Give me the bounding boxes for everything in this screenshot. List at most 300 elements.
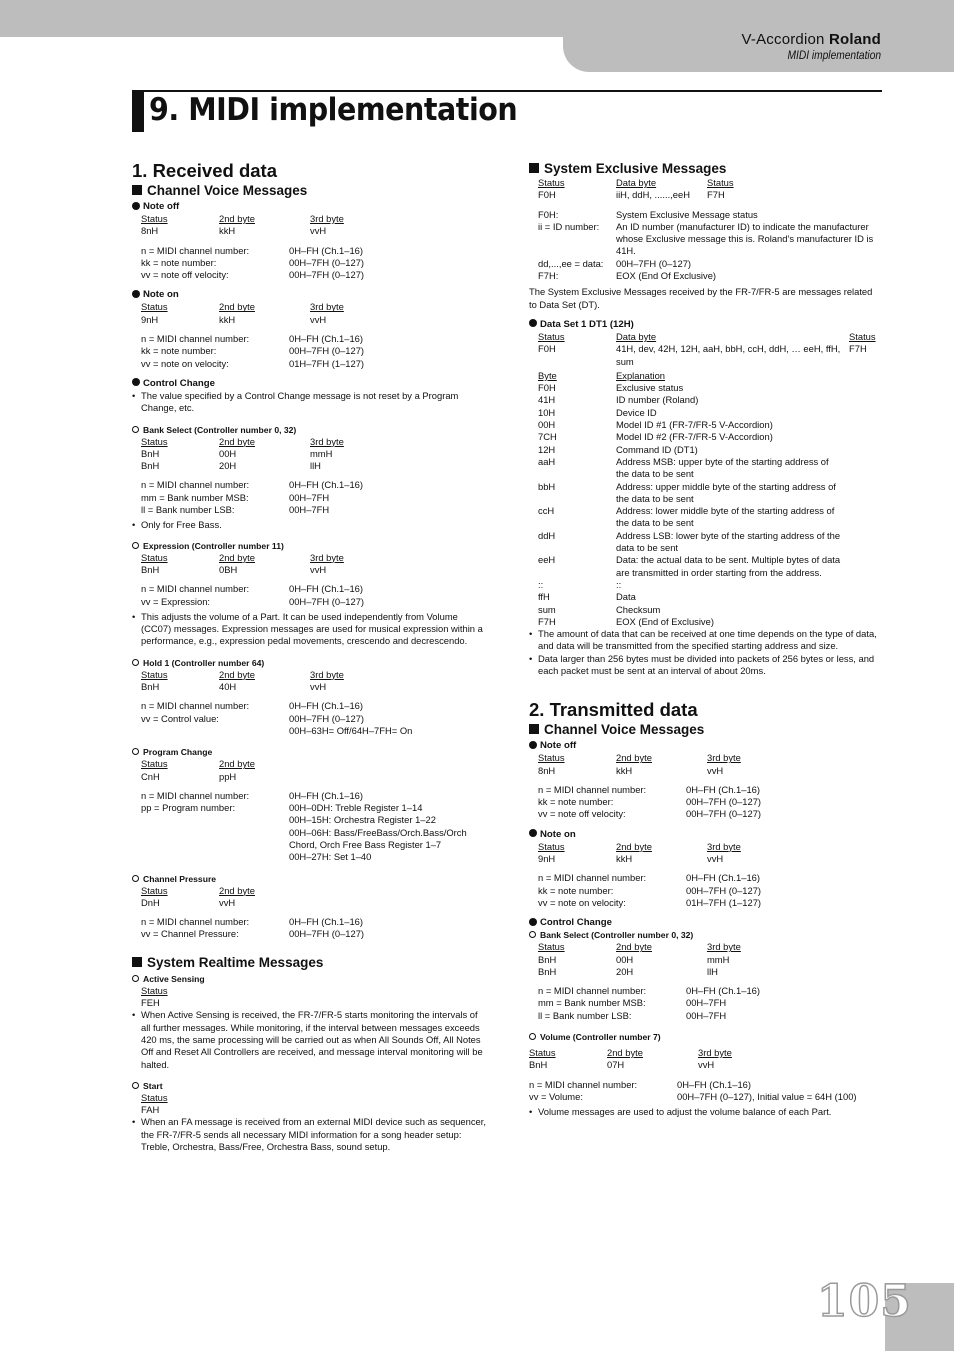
cell: F7H (849, 343, 867, 355)
cvm-heading-text: Channel Voice Messages (544, 722, 705, 738)
col-header: 2nd byte (219, 301, 255, 313)
note-text: The value specified by a Control Change message is not reset by a Program Change, etc. (141, 389, 459, 414)
col-header: Explanation (616, 369, 665, 381)
bullet-icon (529, 829, 537, 837)
bank-select-heading (529, 929, 882, 941)
brand (742, 31, 881, 48)
cell: F7H (707, 189, 725, 201)
param-value: 0H–FH (Ch.1–16) (289, 333, 363, 345)
byte-cell: ffH (538, 591, 550, 603)
col-header: Status (141, 758, 168, 770)
note-off-table (132, 213, 487, 281)
param-key: n = MIDI channel number: (141, 333, 250, 345)
cell: 20H (219, 460, 237, 472)
cell: 9nH (141, 313, 159, 325)
dt1-row (538, 604, 882, 616)
col-header: Status (538, 941, 565, 953)
explanation-cell: Address: lower middle byte of the starting address of the data to be sent (616, 505, 835, 529)
explanation-cell: ID number (Roland) (616, 394, 699, 406)
square-icon (132, 957, 142, 967)
dt1-rows (538, 382, 882, 628)
expression-table (132, 552, 487, 608)
col-header: 3rd byte (707, 941, 741, 953)
dt1-row (538, 431, 882, 443)
param-value: 00H–63H= Off/64H–7FH= On (289, 724, 413, 736)
cell: FAH (141, 1104, 160, 1116)
param-key: n = MIDI channel number: (141, 244, 250, 256)
cell: vvH (310, 563, 327, 575)
sysex-heading (529, 161, 882, 177)
bank-select-heading (132, 424, 487, 436)
param-value: 00H–7FH (0–127) (289, 256, 365, 268)
brand-prefix: V-Accordion (741, 31, 825, 48)
hold-heading-text: Hold 1 (Controller number 64) (143, 657, 265, 668)
note-text: The amount of data that can be received at one time depends on the type of data, and data will be transmitted from the specified starting address and size. (538, 628, 877, 652)
cell: 8nH (538, 764, 556, 776)
param-value: 00H–7FH (0–127) (289, 928, 365, 940)
def-value: An ID number (manufacturer ID) to indicate the manufacturer whose Exclusive message this is. Roland’s manufacturer ID is 41H. (616, 220, 874, 257)
col-header: Status (141, 984, 168, 996)
param-key: vv = Volume: (529, 1090, 583, 1102)
col-header: Status (538, 177, 565, 188)
param-value: 0H–FH (Ch.1–16) (289, 916, 363, 928)
note-on-heading (132, 288, 487, 301)
byte-cell: ccH (538, 505, 555, 517)
col-header: 2nd byte (219, 551, 255, 563)
active-sensing-table (132, 985, 487, 1010)
dt1-row (538, 591, 882, 603)
explanation-cell: Model ID #1 (FR-7/FR-5 V-Accordion) (616, 419, 773, 431)
channel-pressure-heading (132, 873, 487, 885)
dt1-row (538, 444, 882, 456)
note-off-heading-text: Note off (540, 740, 577, 752)
col-header: 2nd byte (219, 213, 255, 224)
sysex-table (529, 177, 882, 282)
col-header: 3rd byte (310, 551, 344, 563)
param-value: 00H–7FH (0–127) (289, 345, 365, 357)
explanation-cell: Data: the actual data to be sent. Multiple bytes of data are transmitted in order starting from the address. (616, 554, 841, 578)
transmitted-heading: 2. Transmitted data (529, 699, 698, 721)
col-header: 2nd byte (616, 840, 652, 852)
note: • When an FA message is received from an external MIDI device such as sequencer, the FR-7/FR-5 sends all necessary MIDI information for a song header setup: Treble, Orchestra, Bass/Free, Orchestra Bass, sound setup. (132, 1116, 486, 1153)
param-value: 00H–7FH (0–127), Initial value = 64H (100) (677, 1090, 857, 1102)
col-header: 3rd byte (310, 213, 344, 224)
ring-icon (529, 1033, 536, 1040)
param-value: 00H–7FH (0–127) (686, 808, 762, 820)
dt1-row (538, 554, 882, 579)
bank-select-heading-text: Bank Select (Controller number 0, 32) (143, 424, 297, 435)
cell: iiH, ddH, ......,eeH (616, 189, 690, 201)
sysex-heading-text: System Exclusive Messages (544, 161, 727, 176)
explanation-cell: :: (616, 578, 622, 590)
param-value: 0H–FH (Ch.1–16) (686, 783, 760, 795)
explanation-cell: Address: upper middle byte of the starting address of the data to be sent (616, 480, 836, 504)
note-off-heading-text: Note off (143, 201, 180, 212)
cell: F0H (538, 343, 556, 355)
cell: vvH (310, 313, 327, 325)
param-value: 0H–FH (Ch.1–16) (289, 700, 363, 712)
dt1-heading-text: Data Set 1 DT1 (12H) (540, 318, 634, 330)
param-value: 0H–FH (Ch.1–16) (686, 872, 760, 884)
note-on-heading-text: Note on (143, 289, 179, 301)
explanation-cell: Address LSB: lower byte of the starting address of the data to be sent (616, 529, 841, 554)
param-key: pp = Program number: (141, 802, 236, 814)
param-key: vv = Expression: (141, 595, 211, 607)
cell: CnH (141, 770, 160, 782)
note-on-table (529, 841, 882, 909)
cell: vvH (219, 896, 236, 908)
program-change-heading (132, 746, 487, 758)
cell: kkH (219, 313, 236, 325)
col-header: 2nd byte (616, 941, 652, 953)
bullet-icon (132, 202, 140, 210)
cell: 00H (616, 953, 634, 965)
square-icon (529, 724, 539, 734)
bank-select-table (529, 941, 882, 1022)
param-value: 00H–7FH (0–127) (686, 884, 762, 896)
col-header: Status (141, 668, 168, 680)
param-key: ll = Bank number LSB: (538, 1009, 632, 1021)
param-key: vv = note on velocity: (141, 357, 229, 369)
channel-pressure-table (132, 885, 487, 941)
cell: mmH (707, 953, 730, 965)
cell: FEH (141, 997, 160, 1009)
cell: 0BH (219, 563, 238, 575)
param-key: n = MIDI channel number: (141, 916, 250, 928)
param-value: 00H–7FH (0–127) (289, 269, 365, 281)
bullet-icon (529, 918, 537, 926)
square-icon (132, 185, 142, 195)
cell: BnH (529, 1059, 548, 1071)
active-sensing-heading-text: Active Sensing (143, 973, 205, 984)
note-text: Data larger than 256 bytes must be divided into packets of 256 bytes or less, and each packet must be sent at an interval of about 20ms. (538, 652, 875, 676)
explanation-cell: Exclusive status (616, 382, 684, 394)
col-header: 2nd byte (607, 1047, 643, 1059)
cell: mmH (310, 447, 333, 459)
ring-icon (132, 748, 139, 755)
cell: vvH (310, 681, 327, 693)
note-off-heading (529, 739, 882, 752)
note: • Data larger than 256 bytes must be divided into packets of 256 bytes or less, and each packet must be sent at an interval of about 20ms. (529, 653, 882, 678)
note-off-table (529, 752, 882, 820)
col-header: 3rd byte (707, 840, 741, 852)
col-header: 3rd byte (707, 752, 741, 764)
def-value: 00H–7FH (0–127) (616, 257, 692, 269)
param-value: 00H–7FH (0–127) (289, 595, 365, 607)
dt1-row (538, 394, 882, 406)
def-value: EOX (End Of Exclusive) (616, 270, 717, 282)
note: • This adjusts the volume of a Part. It can be used independently from Volume (CC07) messages. Expression messages are used for musical expression within a performance, e.g., expression pedal movements, crescendo and decrescendo. (132, 611, 487, 648)
cell: 40H (219, 681, 237, 693)
byte-cell: bbH (538, 480, 556, 492)
byte-cell: F0H (538, 382, 556, 394)
col-header: Status (141, 884, 168, 896)
cell: llH (310, 460, 321, 472)
param-value: 00H–7FH (289, 491, 330, 503)
cell: BnH (141, 460, 160, 472)
dt1-row (538, 530, 882, 555)
bank-select-table (132, 436, 487, 517)
col-header: 3rd byte (698, 1047, 732, 1059)
param-key: n = MIDI channel number: (141, 583, 250, 595)
explanation-cell: EOX (End of Exclusive) (616, 615, 714, 627)
col-header: 3rd byte (310, 301, 344, 313)
byte-cell: 41H (538, 394, 556, 406)
param-value: 00H–15H: Orchestra Register 1–22 (289, 814, 436, 826)
cell: 41H, dev, 42H, 12H, aaH, bbH, ccH, ddH, … eeH, ffH, sum (616, 343, 841, 367)
srm-heading (132, 955, 487, 971)
param-value: 0H–FH (Ch.1–16) (677, 1078, 751, 1090)
cvm-heading (529, 722, 882, 738)
control-change-heading (529, 916, 882, 929)
ring-icon (132, 659, 139, 666)
byte-cell: :: (538, 578, 544, 590)
param-key: n = MIDI channel number: (538, 985, 647, 997)
note: • When Active Sensing is received, the FR-7/FR-5 starts monitoring the intervals of all further messages. While monitoring, if the interval between messages exceeds 420 ms, the same processing will be carried out as when All Sounds Off, All Notes Off and Reset All Controllers are received, and message interval monitoring will be halted. (132, 1009, 487, 1070)
active-sensing-heading (132, 973, 487, 985)
right-column (529, 161, 882, 1119)
control-change-heading-text: Control Change (143, 377, 215, 389)
volume-heading (529, 1031, 882, 1043)
note: • The amount of data that can be received at one time depends on the type of data, and data will be transmitted from the specified starting address and size. (529, 628, 882, 653)
bullet-icon (529, 741, 537, 749)
cell: 00H (219, 447, 237, 459)
col-header: Status (538, 330, 565, 342)
byte-cell: F7H (538, 615, 556, 627)
param-value: 00H–7FH (686, 1009, 727, 1021)
cell: kkH (616, 764, 633, 776)
param-value: 0H–FH (Ch.1–16) (289, 479, 363, 491)
ring-icon (132, 975, 139, 982)
cell: DnH (141, 896, 160, 908)
bullet-icon (132, 378, 140, 386)
left-column (132, 160, 487, 1153)
param-key: vv = note on velocity: (538, 896, 626, 908)
col-header: 2nd byte (219, 435, 255, 447)
col-header: Byte (538, 369, 557, 381)
param-value: Chord, Orch Free Bass Register 1–7 (289, 838, 442, 850)
param-value: 00H–06H: Bass/FreeBass/Orch.Bass/Orch (289, 826, 467, 838)
program-change-heading-text: Program Change (143, 747, 213, 758)
explanation-cell: Device ID (616, 406, 657, 418)
note-text: Only for Free Bass. (141, 519, 222, 531)
volume-table (529, 1047, 882, 1103)
page-number: 105 (817, 1276, 912, 1327)
bullet-icon (529, 319, 537, 327)
param-value: 00H–27H: Set 1–40 (289, 851, 372, 863)
channel-pressure-heading-text: Channel Pressure (143, 873, 217, 884)
dt1-row (538, 505, 882, 530)
col-header: 3rd byte (310, 435, 344, 447)
def-key: F0H: (538, 208, 559, 220)
ring-icon (529, 931, 536, 938)
note-on-heading-text: Note on (540, 828, 576, 840)
cell: 9nH (538, 853, 556, 865)
hold-heading (132, 657, 487, 669)
cell: vvH (707, 853, 724, 865)
param-key: vv = Channel Pressure: (141, 928, 239, 940)
param-key: n = MIDI channel number: (141, 479, 250, 491)
col-header: 2nd byte (219, 668, 255, 680)
start-table (132, 1092, 487, 1117)
brand-name: Roland (828, 31, 881, 48)
col-header: Status (141, 213, 168, 224)
cell: 8nH (141, 225, 159, 237)
note-text: This adjusts the volume of a Part. It can be used independently from Volume (CC07) messages. Expression messages are used for musical expression within a performance, e.g., expression pedal movements, crescendo and decrescendo. (141, 610, 483, 647)
col-header: 3rd byte (310, 668, 344, 680)
explanation-cell: Model ID #2 (FR-7/FR-5 V-Accordion) (616, 431, 773, 443)
cell: F0H (538, 189, 556, 201)
cell: 20H (616, 965, 634, 977)
sysex-note: The System Exclusive Messages received by the FR-7/FR-5 are messages related to Data Set (DT). (529, 286, 873, 310)
square-icon (529, 163, 539, 173)
param-value: 00H–0DH: Treble Register 1–14 (289, 802, 423, 814)
note-text: When an FA message is received from an external MIDI device such as sequencer, the FR-7/FR-5 sends all necessary MIDI information for a song header setup: Treble, Orchestra, Bass/Free, Orchestra Bass, sound setup. (141, 1116, 486, 1153)
def-key: F7H: (538, 270, 559, 282)
note-on-heading (529, 828, 882, 841)
byte-cell: 7CH (538, 431, 557, 443)
cell: BnH (538, 953, 557, 965)
srm-heading-text: System Realtime Messages (147, 954, 324, 970)
col-header: Status (529, 1047, 556, 1059)
param-value: 0H–FH (Ch.1–16) (289, 789, 363, 801)
col-header: Status (538, 840, 565, 852)
dt1-row (538, 419, 882, 431)
byte-cell: 10H (538, 406, 556, 418)
note-on-table (132, 301, 487, 369)
param-value: 0H–FH (Ch.1–16) (686, 985, 760, 997)
byte-cell: sum (538, 603, 556, 615)
volume-heading-text: Volume (Controller number 7) (540, 1032, 661, 1043)
dt1-table (529, 331, 882, 628)
cell: BnH (141, 681, 160, 693)
note-text: Volume messages are used to adjust the volume balance of each Part. (538, 1106, 832, 1118)
bank-select-heading-text: Bank Select (Controller number 0, 32) (540, 930, 694, 941)
param-value: 01H–7FH (1–127) (289, 357, 365, 369)
byte-cell: 00H (538, 419, 556, 431)
col-header: Status (538, 752, 565, 764)
dt1-row (538, 382, 882, 394)
note: • Only for Free Bass. (132, 519, 487, 531)
cell: vvH (310, 225, 327, 237)
param-key: kk = note number: (538, 884, 614, 896)
explanation-cell: Command ID (DT1) (616, 443, 698, 455)
def-key: ii = ID number: (538, 220, 600, 232)
note: • Volume messages are used to adjust the volume balance of each Part. (529, 1106, 882, 1118)
param-key: vv = note off velocity: (538, 808, 626, 820)
explanation-cell: Address MSB: upper byte of the starting address of the data to be sent (616, 455, 829, 480)
cell: llH (707, 965, 718, 977)
col-header: Status (141, 1091, 168, 1103)
param-value: 01H–7FH (1–127) (686, 896, 762, 908)
cvm-heading (132, 183, 487, 199)
byte-cell: eeH (538, 554, 556, 566)
cvm-heading-text: Channel Voice Messages (147, 183, 308, 198)
start-heading-text: Start (143, 1080, 163, 1091)
title-bar (132, 91, 144, 132)
param-value: 0H–FH (Ch.1–16) (289, 244, 363, 256)
param-key: mm = Bank number MSB: (141, 491, 249, 503)
explanation-cell: Data (616, 591, 636, 603)
ring-icon (132, 426, 139, 433)
bullet-icon (132, 290, 140, 298)
expression-heading-text: Expression (Controller number 11) (143, 540, 284, 551)
control-change-heading (132, 377, 487, 390)
param-key: n = MIDI channel number: (141, 789, 250, 801)
param-value: 00H–7FH (686, 997, 727, 1009)
ring-icon (132, 875, 139, 882)
col-header: Status (707, 177, 734, 188)
cell: 07H (607, 1059, 625, 1071)
cell: kkH (219, 225, 236, 237)
byte-cell: aaH (538, 455, 556, 467)
def-value: System Exclusive Message status (616, 208, 758, 220)
cell: BnH (141, 447, 160, 459)
cell: kkH (616, 853, 633, 865)
col-header: Status (141, 301, 168, 313)
cell: BnH (141, 563, 160, 575)
cell: vvH (698, 1059, 715, 1071)
param-value: 00H–7FH (0–127) (289, 712, 365, 724)
param-key: kk = note number: (538, 796, 614, 808)
dt1-row (538, 481, 882, 506)
dt1-heading (529, 318, 882, 331)
col-header: Status (141, 551, 168, 563)
param-key: vv = note off velocity: (141, 269, 229, 281)
note-text: When Active Sensing is received, the FR-7/FR-5 starts monitoring the intervals of all further messages. While monitoring, if the interval between messages exceeds 420 ms, the same processing will be carried out as when All Sounds Off, All Notes Off and Reset All Controllers are received, and message interval monitoring will be halted. (141, 1009, 483, 1070)
def-key: dd,...,ee = data: (538, 257, 604, 269)
program-change-table (132, 758, 487, 863)
cell: BnH (538, 965, 557, 977)
param-key: ll = Bank number LSB: (141, 504, 235, 516)
col-header: Data byte (616, 177, 657, 188)
expression-heading (132, 540, 487, 552)
dt1-row (538, 579, 882, 591)
param-key: kk = note number: (141, 345, 217, 357)
ring-icon (132, 542, 139, 549)
cell: ppH (219, 770, 237, 782)
dt1-row (538, 616, 882, 628)
note-off-heading (132, 200, 487, 213)
page-title: 9. MIDI implementation (149, 92, 518, 128)
param-key: n = MIDI channel number: (538, 872, 647, 884)
explanation-cell: Checksum (616, 603, 661, 615)
col-header: 2nd byte (219, 884, 255, 896)
byte-cell: ddH (538, 529, 556, 541)
note: • The value specified by a Control Change message is not reset by a Program Change, etc. (132, 390, 487, 415)
col-header: 2nd byte (616, 752, 652, 764)
received-heading: 1. Received data (132, 160, 277, 181)
col-header: Status (141, 435, 168, 447)
param-key: n = MIDI channel number: (141, 700, 250, 712)
dt1-row (538, 407, 882, 419)
control-change-heading-text: Control Change (540, 917, 612, 929)
byte-cell: 12H (538, 443, 556, 455)
hold-table (132, 669, 487, 737)
col-header: Data byte (616, 330, 657, 342)
param-key: mm = Bank number MSB: (538, 997, 646, 1009)
param-value: 00H–7FH (289, 504, 330, 516)
col-header: 2nd byte (219, 758, 255, 770)
cell: vvH (707, 764, 724, 776)
start-heading (132, 1080, 487, 1092)
dt1-row (538, 456, 882, 481)
param-value: 0H–FH (Ch.1–16) (289, 583, 363, 595)
header-subtitle: MIDI implementation (787, 48, 881, 62)
param-key: vv = Control value: (141, 712, 219, 724)
param-value: 00H–7FH (0–127) (686, 796, 762, 808)
col-header: Status (849, 330, 876, 342)
